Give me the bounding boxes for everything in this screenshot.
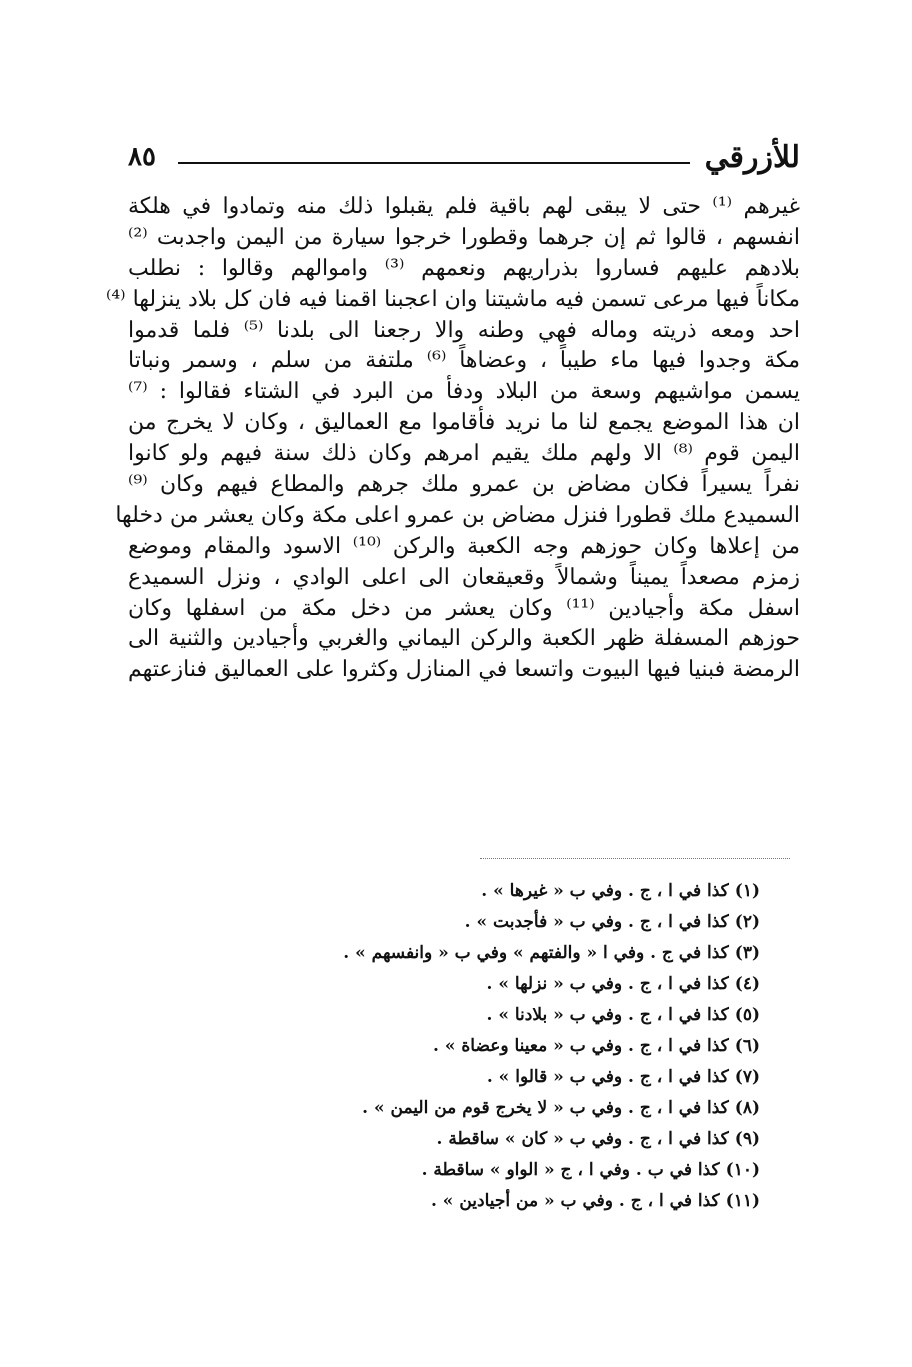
footnote-text: كذا في ا ، ج . وفي ب « لا يخرج قوم من اليمن » . (362, 1098, 729, 1118)
footnote (330, 1093, 760, 1124)
footnote (330, 1186, 760, 1217)
text-line: من إعلاها وكان حوزهم وجه الكعبة والركن ⁽¹⁰⁾ الاسود والمقام وموضع (128, 533, 800, 559)
text-line: الرمضة فبنيا فيها البيوت واتسعا في المنازل وكثروا على العماليق فنازعتهم (128, 657, 800, 683)
footnote (330, 969, 760, 1000)
text-line: ان هذا الموضع يجمع لنا ما نريد فأقاموا مع العماليق ، وكان لا يخرج من (128, 410, 800, 436)
footnote-number: (٣) (734, 943, 760, 963)
footnote-number: (١) (734, 881, 760, 901)
header-rule (178, 162, 690, 164)
running-title: للأزرقي (704, 140, 800, 175)
text-line: زمزم مصعداً يميناً وشمالاً وقعيقعان الى اعلى الوادي ، ونزل السميدع (128, 564, 800, 590)
footnote (330, 907, 760, 938)
text-line: حوزهم المسفلة ظهر الكعبة والركن اليماني والغربي وأجيادين والثنية الى (128, 626, 800, 652)
footnote-text: كذا في ا ، ج . وفي ب « نزلها » . (486, 974, 729, 994)
footnote-text: كذا في ا ، ج . وفي ب « فأجدبت » . (464, 912, 729, 932)
text-line: اليمن قوم ⁽⁸⁾ الا ولهم ملك يقيم امرهم وكان ذلك سنة فيهم ولو كانوا (128, 441, 800, 467)
footnotes (330, 876, 760, 1217)
footnote-number: (٢) (734, 912, 760, 932)
footnote-text: كذا في ا ، ج . وفي ب « معينا وعضاة » . (433, 1036, 729, 1056)
footnote-number: (١١) (725, 1191, 760, 1211)
text-line: نفراً يسيراً فكان مضاض بن عمرو ملك جرهم والمطاع فيهم وكان ⁽⁹⁾ (128, 472, 800, 498)
footnote-text: كذا في ا ، ج . وفي ب « بلادنا » . (486, 1005, 729, 1025)
text-line: مكة وجدوا فيها ماء طيباً ، وعضاهاً ⁽⁶⁾ ملتفة من سلم ، وسمر ونباتا (128, 348, 800, 374)
text-line: مكاناً فيها مرعى تسمن فيه ماشيتنا وان اعجبنا اقمنا فيه فان كل بلاد ينزلها ⁽⁴⁾ (105, 286, 800, 312)
footnote-text: كذا في ج . وفي ا « والفتهم » وفي ب « وانفسهم » . (343, 943, 729, 963)
footnote (330, 1000, 760, 1031)
footnote (330, 1062, 760, 1093)
text-line: اسفل مكة وأجيادين ⁽¹¹⁾ وكان يعشر من دخل مكة من اسفلها وكان (128, 595, 800, 621)
text-line: انفسهم ، قالوا ثم إن جرهما وقطورا خرجوا سيارة من اليمن واجدبت ⁽²⁾ (128, 224, 800, 250)
footnote-number: (٥) (734, 1005, 760, 1025)
text-line: بلادهم عليهم فساروا بذراريهم ونعمهم ⁽³⁾ واموالهم وقالوا : نطلب (128, 255, 801, 281)
footnote-number: (٩) (734, 1129, 760, 1149)
footnote-number: (٨) (734, 1098, 760, 1118)
footnote (330, 876, 760, 907)
footnote (330, 1155, 760, 1186)
footnote-number: (٧) (734, 1067, 760, 1087)
footnote-number: (١٠) (725, 1160, 760, 1180)
footnote (330, 938, 760, 969)
main-text (105, 192, 801, 686)
text-line: غيرهم ⁽¹⁾ حتى لا يبقى لهم باقية فلم يقبلوا ذلك منه وتمادوا في هلكة (128, 194, 801, 219)
footnote-text: كذا في ا ، ج . وفي ب « كان » ساقطة . (436, 1129, 729, 1149)
footnote (330, 1031, 760, 1062)
footnote-divider (480, 858, 790, 859)
text-line: يسمن مواشيهم وسعة من البلاد ودفأ من البرد في الشتاء فقالوا : ⁽⁷⁾ (128, 379, 800, 405)
footnote (330, 1124, 760, 1155)
footnote-text: كذا في ا ، ج . وفي ب « من أجيادين » . (430, 1191, 720, 1211)
page-number: ٨٥ (128, 142, 156, 172)
footnote-text: كذا في ا ، ج . وفي ب « غيرها » . (481, 881, 729, 901)
footnote-number: (٤) (734, 974, 760, 994)
text-line: احد ومعه ذريته وماله فهي وطنه والا رجعنا الى بلدنا ⁽⁵⁾ فلما قدموا (128, 317, 800, 343)
page-header (128, 140, 800, 180)
text-line: السميدع ملك قطورا فنزل مضاض بن عمرو اعلى مكة وكان يعشر من دخلها (115, 502, 800, 528)
footnote-text: كذا في ا ، ج . وفي ب « قالوا » . (486, 1067, 729, 1087)
footnote-text: كذا في ب . وفي ا ، ج « الواو » ساقطة . (421, 1160, 720, 1180)
footnote-number: (٦) (734, 1036, 760, 1056)
